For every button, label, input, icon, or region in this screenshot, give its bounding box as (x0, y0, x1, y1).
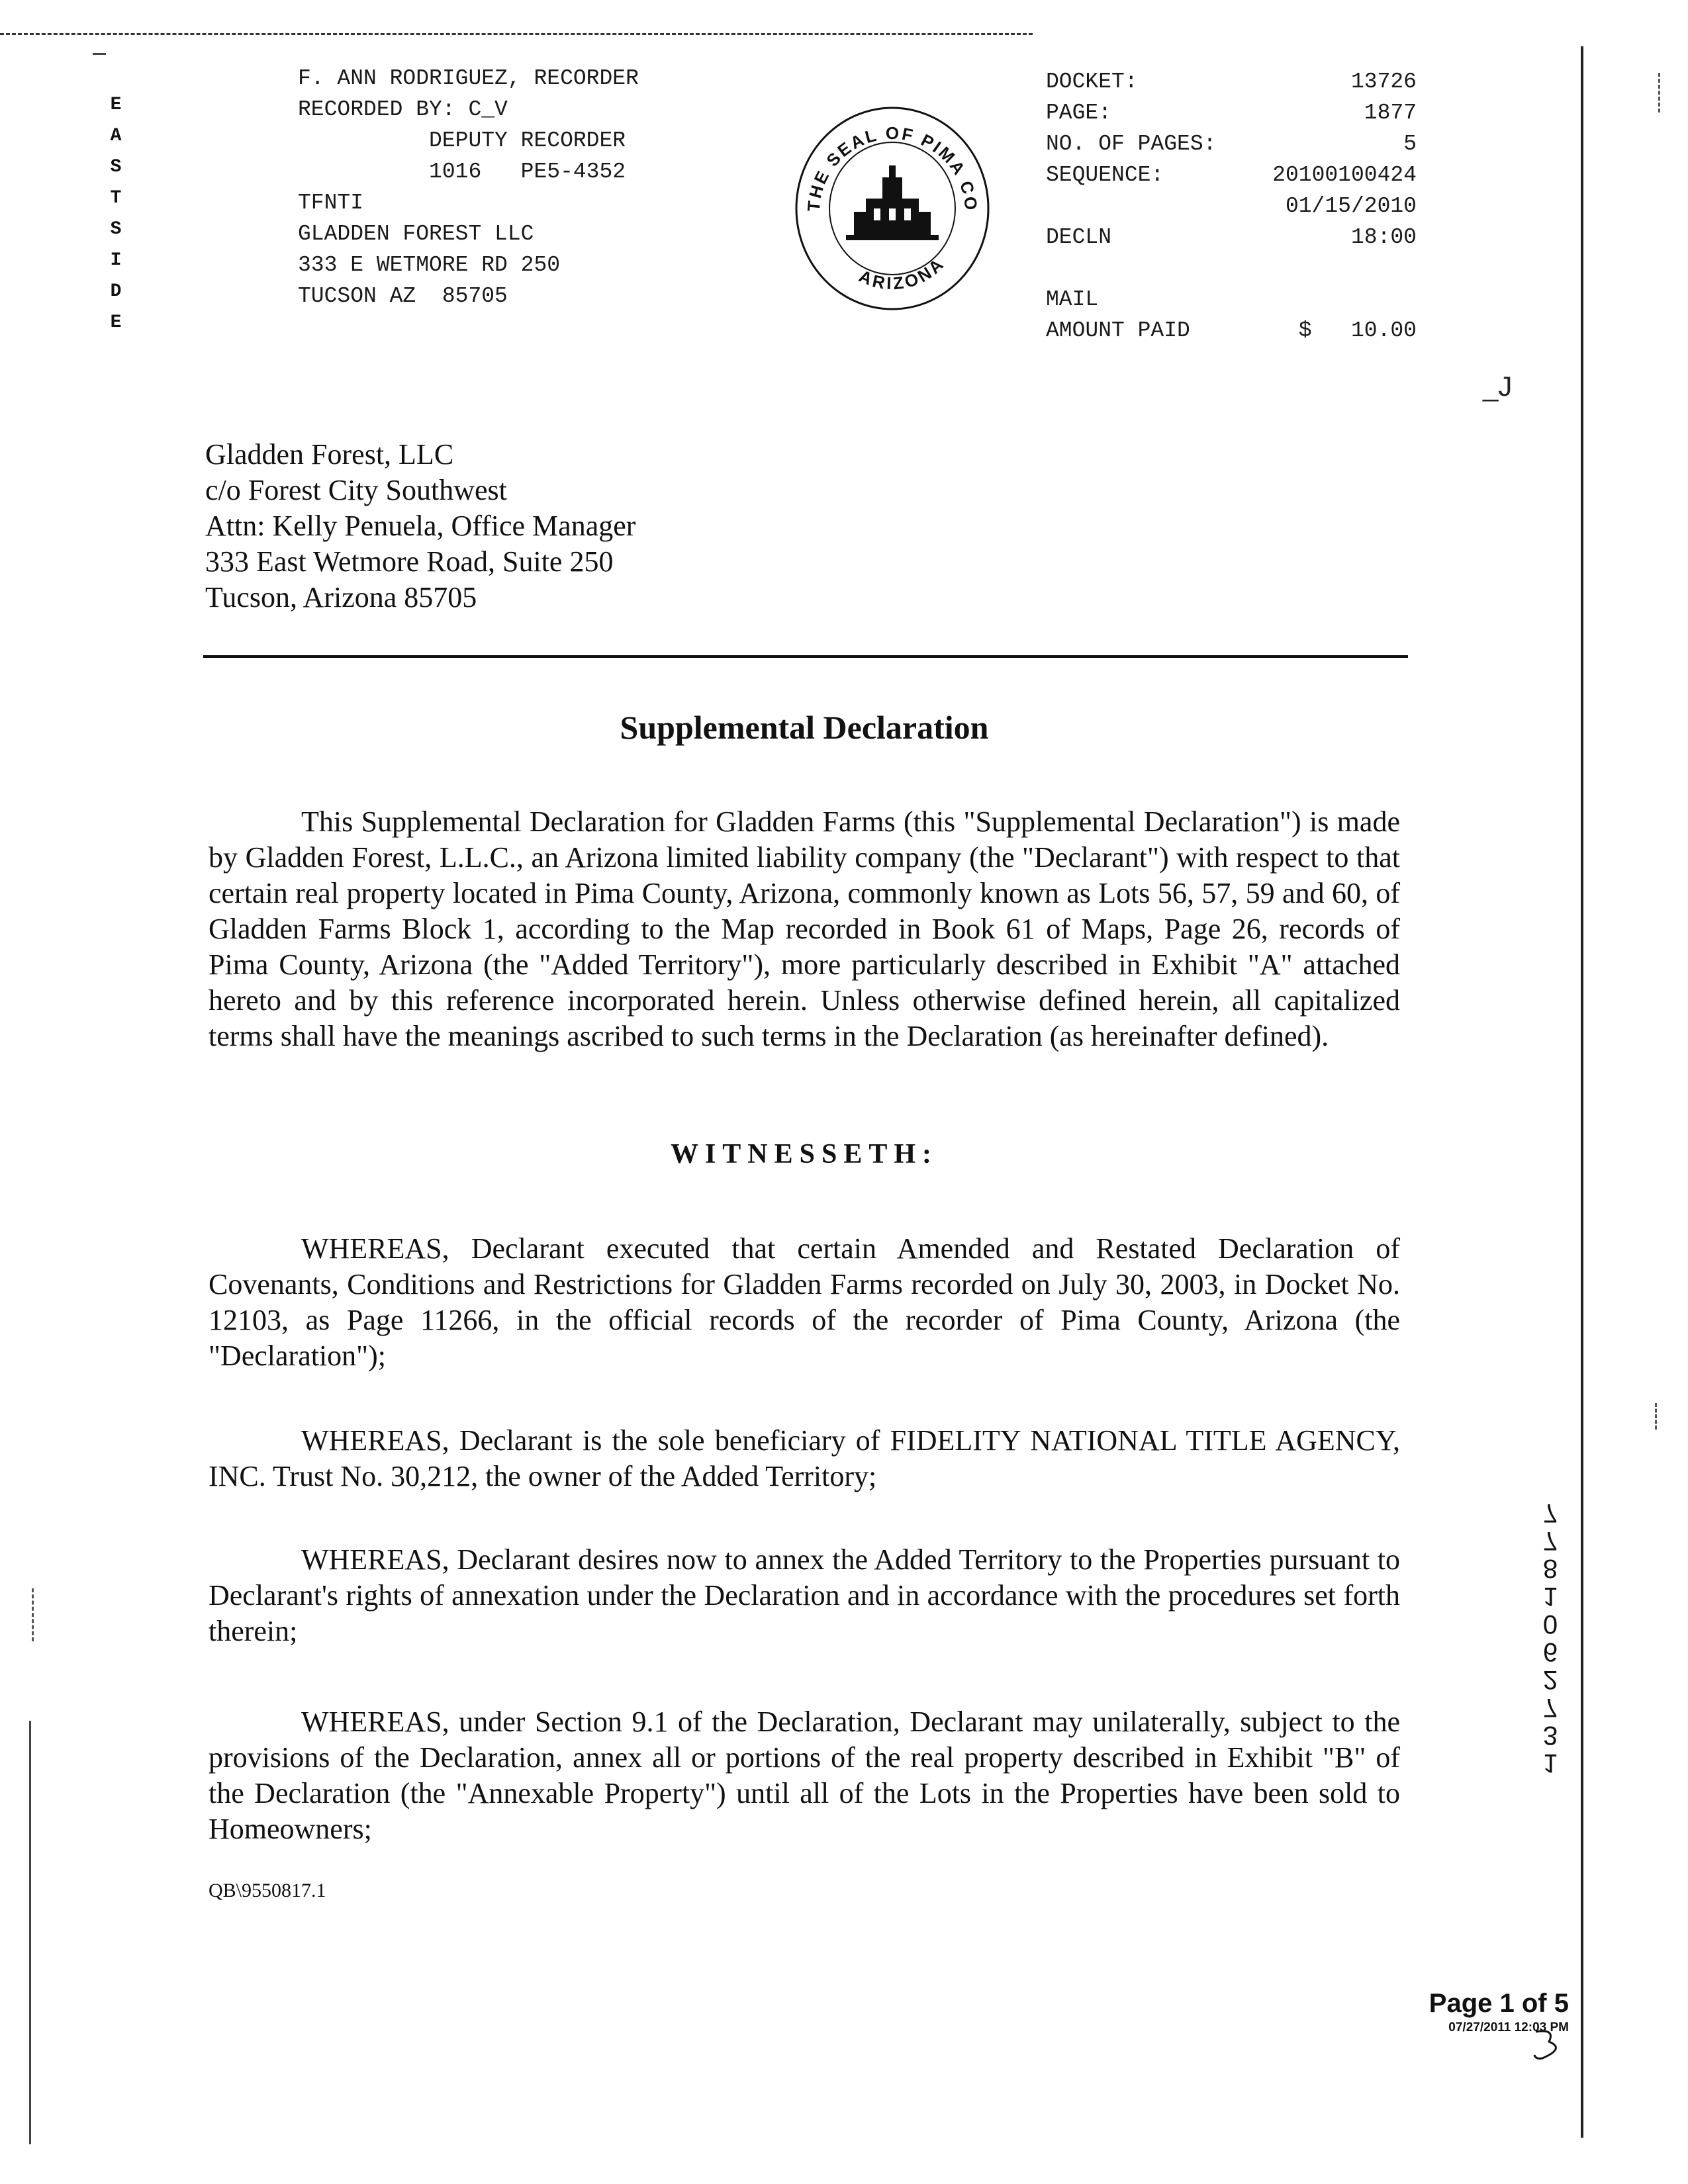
side-stamp-letter: T (110, 188, 122, 208)
whereas-text: WHEREAS, Declarant executed that certain Amended and Restated Declaration of Covenants, Conditions and Restrictions for Gladden Farms recorded on July 30, 2003, in Docket No. 12103, as Page 11266, in the official records of the recorder of Pima County, Arizona (the "Declaration"); (209, 1232, 1400, 1372)
side-stamp-letter: E (110, 95, 122, 115)
recorder-city: TUCSON AZ 85705 (298, 284, 508, 308)
scan-right-rule (1581, 46, 1583, 2138)
side-stamp (106, 89, 126, 338)
page-value: 1877 (1364, 101, 1417, 125)
amount-value: 10.00 (1350, 318, 1417, 343)
whereas-paragraph (209, 1542, 1400, 1649)
recorded-time: 18:00 (1350, 225, 1417, 250)
recorded-date: 01/15/2010 (1285, 194, 1417, 218)
sequence-row (1046, 159, 1417, 191)
page-label: PAGE: (1046, 101, 1112, 125)
sequence-value: 20100100424 (1272, 163, 1417, 187)
margin-digit: 1 (1542, 1749, 1558, 1778)
recorder-party: GLADDEN FOREST LLC (298, 222, 534, 246)
scan-top-rule (0, 33, 1033, 35)
address-line: Gladden Forest, LLC (205, 438, 454, 471)
recorder-block (298, 63, 748, 312)
whereas-text: WHEREAS, under Section 9.1 of the Declaration, Declarant may unilaterally, subject to the provisions of the Declaration, annex all or portions of the real property described in Exhibit "B" of the Declaration (the "Annexable Property") until all of the Lots in the Properties have been sold to Homeowners; (209, 1706, 1400, 1845)
mail-row (1046, 284, 1417, 315)
docket-label: DOCKET: (1046, 69, 1138, 94)
scan-edge-mark (1658, 73, 1660, 113)
margin-digit: 1 (1542, 1582, 1558, 1611)
intro-text: This Supplemental Declaration for Gladden Farms (this "Supplemental Declaration") is made by Gladden Forest, L.L.C., an Arizona limited liability company (the "Declarant") with respect to that certain real property located in Pima County, Arizona, commonly known as Lots 56, 57, 59 and 60, of Gladden Farms Block 1, according to the Map recorded in Book 61 of Maps, Page 26, records of Pima County, Arizona (the "Added Territory"), more particularly described in Exhibit "A" attached hereto and by this reference incorporated herein. Unless otherwise defined herein, all capitalized terms shall have the meanings ascribed to such terms in the Declaration (as hereinafter defined). (209, 805, 1400, 1052)
scan-left-rule (29, 1721, 31, 2144)
sequence-label: SEQUENCE: (1046, 163, 1164, 187)
seal-top-text: THE SEAL OF PIMA CO (803, 122, 982, 213)
docket-block (1046, 66, 1417, 346)
docket-value: 13726 (1350, 69, 1417, 94)
section-divider (203, 655, 1408, 658)
side-stamp-letter: S (110, 219, 122, 240)
intro-paragraph (209, 804, 1400, 1054)
amount-label: AMOUNT PAID (1046, 318, 1190, 343)
corner-mark: _J (1483, 371, 1513, 402)
pages-label: NO. OF PAGES: (1046, 132, 1217, 156)
svg-text:ARIZONA (856, 253, 949, 293)
whereas-text: WHEREAS, Declarant is the sole beneficiary of FIDELITY NATIONAL TITLE AGENCY, INC. Trust No. 30,212, the owner of the Added Territory; (209, 1424, 1400, 1492)
side-stamp-letter: D (110, 281, 122, 302)
deputy-recorder: DEPUTY RECORDER (298, 128, 626, 153)
address-line: 333 East Wetmore Road, Suite 250 (205, 545, 614, 578)
document-code: QB\9550817.1 (209, 1880, 326, 1901)
whereas-paragraph (209, 1231, 1400, 1374)
margin-digit: 7 (1542, 1526, 1558, 1555)
pages-row (1046, 128, 1417, 159)
seal-graphic (793, 99, 992, 311)
recorder-code: 1016 PE5-4352 (298, 159, 626, 184)
amount-row (1046, 315, 1417, 346)
amount-paid (1299, 315, 1417, 346)
mail-label: MAIL (1046, 287, 1099, 312)
print-timestamp: 07/27/2011 12:03 PM (1448, 2021, 1569, 2034)
margin-docket-number (1534, 1499, 1566, 1777)
side-stamp-letter: I (110, 250, 122, 271)
spacer-row (1046, 253, 1417, 284)
county-seal (793, 99, 992, 311)
scan-edge-mark (1655, 1403, 1657, 1430)
margin-digit: 7 (1542, 1498, 1558, 1527)
decln-row (1046, 222, 1417, 253)
recorder-ref: TFNTI (298, 191, 364, 215)
scan-edge-mark (32, 1588, 34, 1641)
recorded-by: RECORDED BY: C_V (298, 97, 508, 122)
margin-digit: 2 (1542, 1665, 1558, 1694)
docket-row (1046, 66, 1417, 97)
recorder-street: 333 E WETMORE RD 250 (298, 253, 561, 277)
side-stamp-letter: S (110, 157, 122, 177)
scan-left-tick (93, 53, 106, 55)
margin-digit: 7 (1542, 1693, 1558, 1722)
amount-currency: $ (1298, 318, 1312, 343)
side-stamp-letter: A (110, 126, 122, 146)
seal-bottom-text: ARIZONA (856, 253, 949, 294)
handwritten-mark (1529, 2025, 1569, 2065)
address-line: c/o Forest City Southwest (205, 474, 507, 506)
margin-digit: 8 (1542, 1554, 1558, 1583)
mailing-address (205, 437, 1000, 615)
page-row (1046, 97, 1417, 128)
address-line: Tucson, Arizona 85705 (205, 581, 477, 614)
document-title: Supplemental Declaration (620, 709, 989, 746)
whereas-paragraph (209, 1423, 1400, 1494)
date-row (1046, 191, 1417, 222)
whereas-paragraph (209, 1704, 1400, 1847)
margin-digit: 3 (1542, 1721, 1558, 1750)
margin-digit: 6 (1542, 1637, 1558, 1666)
side-stamp-letter: E (110, 312, 122, 333)
address-line: Attn: Kelly Penuela, Office Manager (205, 510, 636, 542)
margin-digit: 0 (1542, 1610, 1558, 1639)
recorder-name: F. ANN RODRIGUEZ, RECORDER (298, 66, 639, 91)
pages-value: 5 (1403, 132, 1417, 156)
witnesseth-heading: WITNESSETH: (670, 1139, 939, 1169)
whereas-text: WHEREAS, Declarant desires now to annex the Added Territory to the Properties pursuant to Declarant's rights of annexation under the Declaration and in accordance with the procedures set forth therein; (209, 1543, 1400, 1647)
page-indicator: Page 1 of 5 (1429, 1989, 1569, 2018)
decln-label: DECLN (1046, 225, 1112, 250)
